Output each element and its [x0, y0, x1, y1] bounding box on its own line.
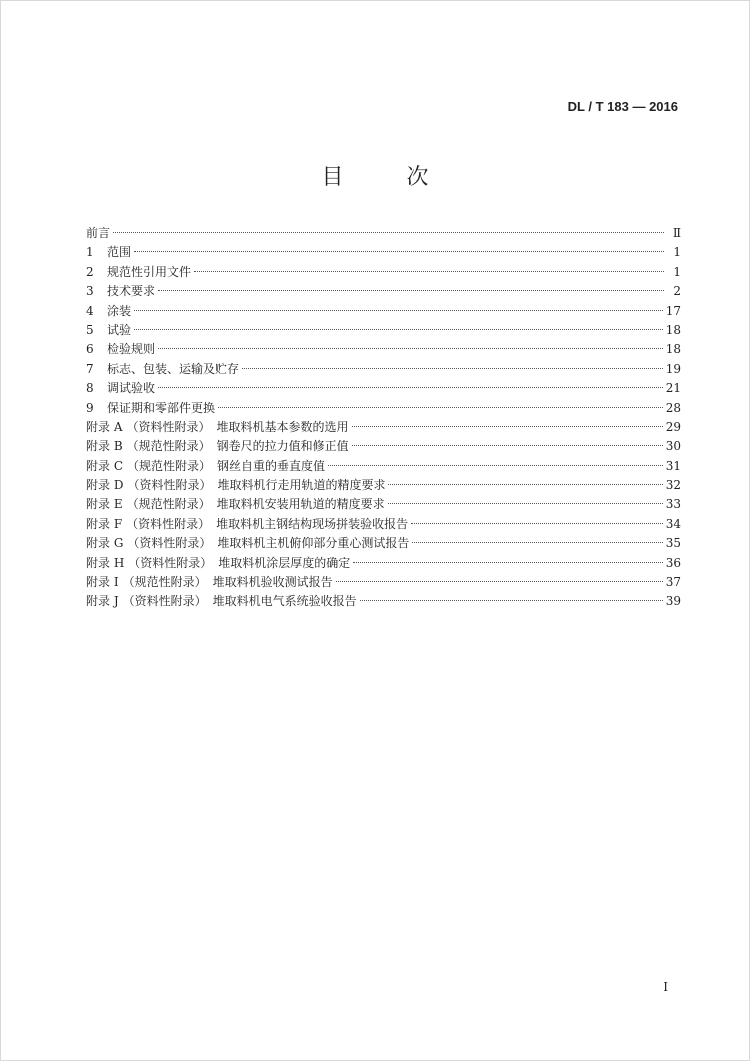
appendix-entry[interactable]	[86, 495, 681, 514]
dot-leader	[194, 271, 664, 272]
appendix-type: （规范性附录）	[122, 575, 207, 590]
appendix-page: 30	[665, 439, 681, 454]
appendix-entry[interactable]	[86, 418, 681, 437]
appendix-label: 堆取料机验收测试报告	[212, 575, 333, 590]
dot-leader	[158, 348, 663, 349]
dot-leader	[388, 484, 662, 485]
appendix-label: 堆取料机基本参数的选用	[216, 419, 349, 434]
appendix-entry[interactable]	[86, 457, 681, 476]
appendix-entry[interactable]	[86, 592, 681, 611]
dot-leader	[388, 503, 663, 504]
dot-leader	[352, 445, 663, 446]
appendix-prefix: 附录 J	[86, 594, 119, 609]
appendix-prefix: 附录 E	[86, 497, 123, 512]
appendix-type: （规范性附录）	[127, 458, 212, 473]
toc-page: 2	[673, 284, 681, 299]
appendix-type: （资料性附录）	[126, 516, 211, 531]
appendix-prefix: 附录 D	[86, 478, 124, 493]
appendix-label: 钢丝自重的垂直度值	[217, 458, 326, 473]
toc-label: 范围	[107, 245, 132, 260]
toc-entry[interactable]	[86, 379, 681, 398]
appendix-prefix: 附录 F	[86, 516, 123, 531]
appendix-page: 29	[665, 419, 681, 434]
toc-label: 涂装	[107, 303, 132, 318]
toc-entry[interactable]	[86, 399, 681, 418]
appendix-entry[interactable]	[86, 515, 681, 534]
toc-label: 技术要求	[107, 284, 156, 299]
appendix-entry[interactable]	[86, 554, 681, 573]
toc-page: 18	[665, 322, 681, 337]
toc-number: 4	[86, 303, 94, 318]
toc-page: 1	[673, 264, 681, 279]
appendix-entry[interactable]	[86, 476, 681, 495]
toc-entry[interactable]	[86, 360, 681, 379]
appendix-type: （资料性附录）	[122, 594, 207, 609]
dot-leader	[113, 232, 664, 233]
appendix-page: 39	[665, 594, 681, 609]
appendix-label: 堆取料机主钢结构现场拼装验收报告	[216, 516, 409, 531]
toc-label: 调试验收	[107, 381, 156, 396]
appendix-label: 堆取料机电气系统验收报告	[212, 594, 357, 609]
appendix-label: 堆取料机主机俯仰部分重心测试报告	[217, 536, 410, 551]
toc-label: 保证期和零部件更换	[107, 400, 216, 415]
toc-entry[interactable]	[86, 243, 681, 262]
dot-leader	[242, 368, 663, 369]
dot-leader	[158, 387, 663, 388]
toc-label: 规范性引用文件	[107, 264, 192, 279]
toc-label: 试验	[107, 322, 132, 337]
appendix-page: 33	[665, 497, 681, 512]
appendix-label: 钢卷尺的拉力值和修正值	[216, 439, 349, 454]
appendix-page: 34	[665, 516, 681, 531]
dot-leader	[412, 542, 662, 543]
toc-page: 19	[665, 361, 681, 376]
appendix-prefix: 附录 I	[86, 575, 119, 590]
toc-number: 5	[86, 322, 94, 337]
appendix-prefix: 附录 G	[86, 536, 124, 551]
page-number: I	[663, 980, 668, 994]
toc-number: 7	[86, 361, 94, 376]
toc-page: Ⅱ	[672, 226, 681, 240]
toc-entry[interactable]	[86, 321, 681, 340]
toc-number: 2	[86, 264, 94, 279]
appendix-entry[interactable]	[86, 437, 681, 456]
toc-page: 17	[665, 303, 681, 318]
toc-number: 9	[86, 400, 94, 415]
dot-leader	[134, 310, 663, 311]
toc-entry[interactable]	[86, 224, 681, 243]
toc-label: 前言	[86, 226, 111, 240]
appendix-type: （资料性附录）	[126, 419, 211, 434]
dot-leader	[218, 407, 663, 408]
appendix-label: 堆取料机涂层厚度的确定	[218, 555, 351, 570]
appendix-label: 堆取料机安装用轨道的精度要求	[216, 497, 385, 512]
toc-page: 21	[665, 381, 681, 396]
toc-entry[interactable]	[86, 282, 681, 301]
appendix-page: 35	[665, 536, 681, 551]
table-of-contents	[86, 224, 681, 612]
dot-leader	[134, 329, 663, 330]
toc-entry[interactable]	[86, 302, 681, 321]
toc-number: 6	[86, 342, 94, 357]
dot-leader	[134, 251, 664, 252]
toc-page: 18	[665, 342, 681, 357]
dot-leader	[352, 426, 663, 427]
dot-leader	[360, 600, 663, 601]
toc-page: 28	[665, 400, 681, 415]
appendix-entry[interactable]	[86, 534, 681, 553]
dot-leader	[353, 562, 662, 563]
dot-leader	[411, 523, 663, 524]
appendix-prefix: 附录 H	[86, 555, 125, 570]
toc-label: 检验规则	[107, 342, 156, 357]
toc-number: 3	[86, 284, 94, 299]
appendix-prefix: 附录 C	[86, 458, 123, 473]
appendix-type: （规范性附录）	[126, 497, 211, 512]
toc-entry[interactable]	[86, 263, 681, 282]
appendix-prefix: 附录 B	[86, 439, 123, 454]
toc-number: 1	[86, 245, 94, 260]
toc-label: 标志、包装、运输及贮存	[107, 361, 240, 376]
appendix-type: （资料性附录）	[127, 536, 212, 551]
dot-leader	[336, 581, 663, 582]
toc-entry[interactable]	[86, 340, 681, 359]
appendix-page: 37	[665, 575, 681, 590]
appendix-type: （资料性附录）	[127, 478, 212, 493]
page-title: 目 次	[321, 165, 457, 190]
appendix-page: 31	[665, 458, 681, 473]
appendix-entry[interactable]	[86, 573, 681, 592]
toc-number: 8	[86, 381, 94, 396]
appendix-page: 36	[665, 555, 681, 570]
appendix-page: 32	[665, 478, 681, 493]
appendix-prefix: 附录 A	[86, 419, 123, 434]
appendix-label: 堆取料机行走用轨道的精度要求	[217, 478, 386, 493]
appendix-type: （规范性附录）	[126, 439, 211, 454]
dot-leader	[328, 465, 663, 466]
appendix-type: （资料性附录）	[128, 555, 213, 570]
standard-code: DL / T 183 — 2016	[567, 99, 678, 114]
toc-page: 1	[673, 245, 681, 260]
dot-leader	[158, 290, 664, 291]
